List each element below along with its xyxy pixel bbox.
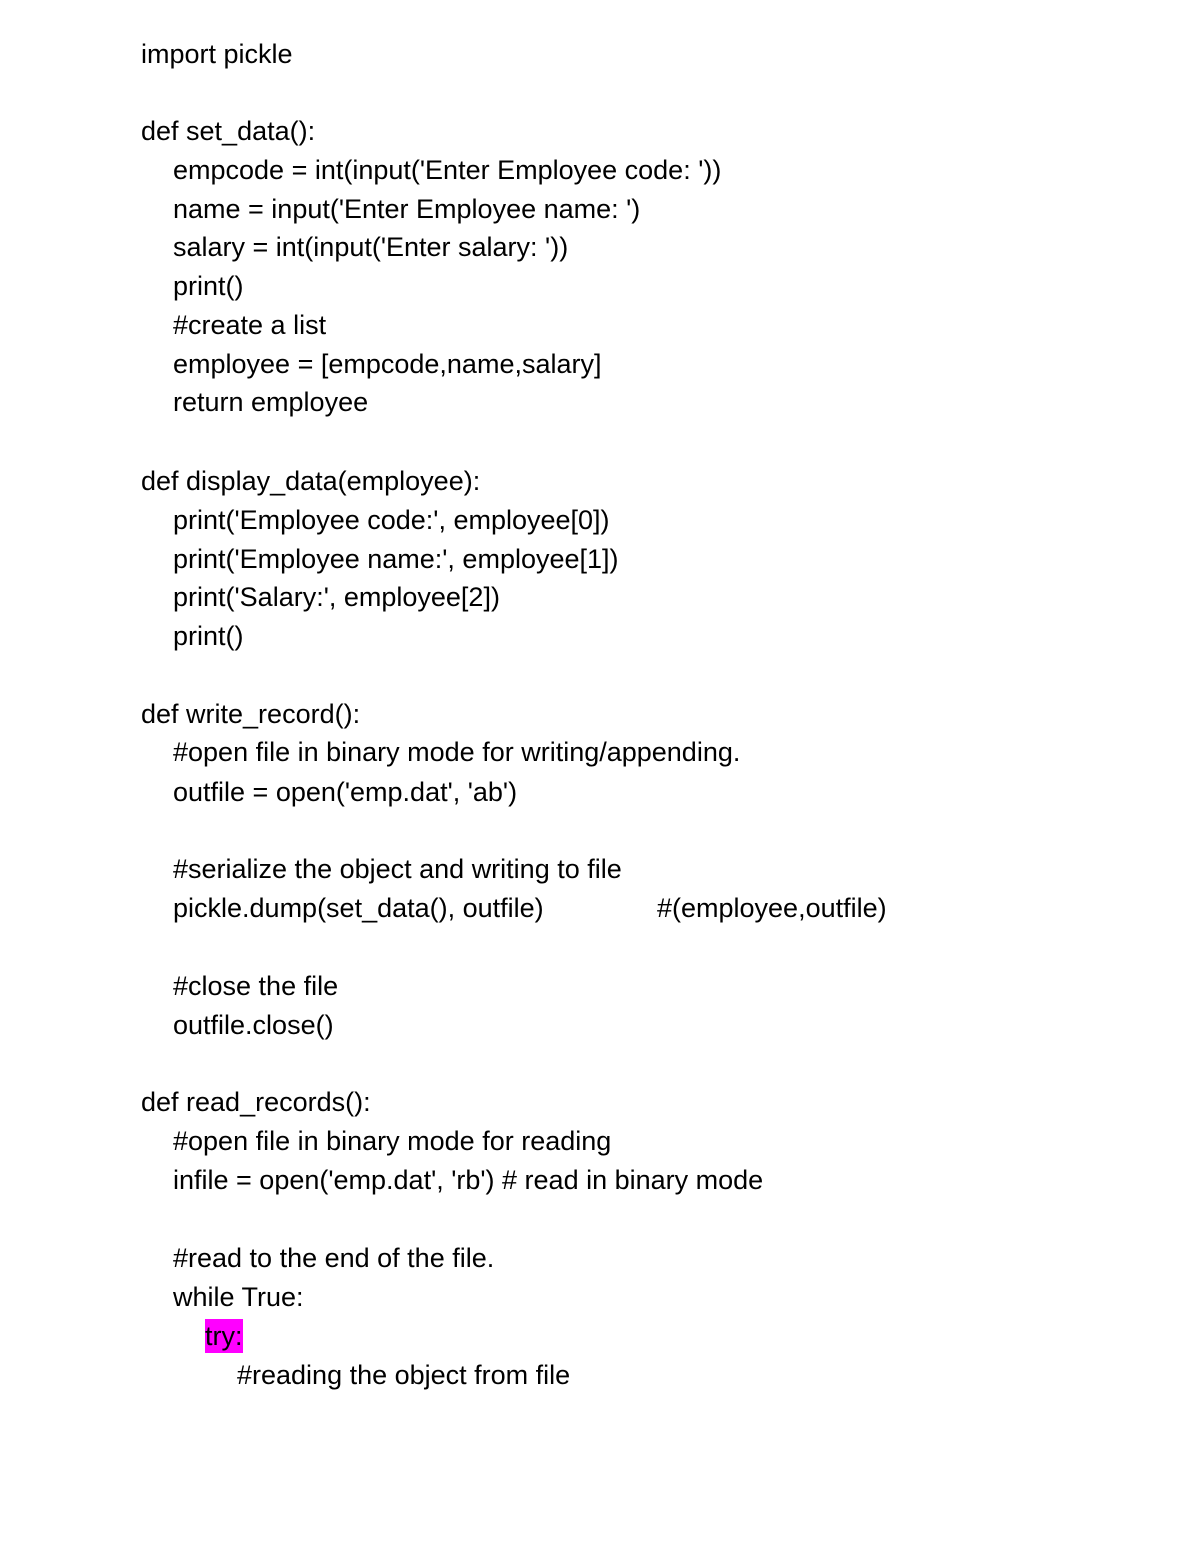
code-comment: #create a list (173, 310, 327, 340)
code-line: print() (173, 271, 244, 301)
code-comment: #open file in binary mode for writing/appending. (173, 737, 741, 767)
code-line: print('Salary:', employee[2]) (173, 582, 500, 612)
code-line: name = input('Enter Employee name: ') (173, 194, 641, 224)
code-line: def display_data(employee): (141, 466, 481, 496)
code-line: print('Employee name:', employee[1]) (173, 544, 619, 574)
code-line: outfile.close() (173, 1010, 334, 1040)
code-comment: #close the file (173, 971, 339, 1001)
code-line: import pickle (141, 39, 293, 69)
code-line: print('Employee code:', employee[0]) (173, 505, 610, 535)
code-line: while True: (173, 1282, 304, 1312)
code-comment: #read to the end of the file. (173, 1243, 495, 1273)
highlighted-try-keyword: try: (205, 1321, 243, 1351)
code-line: pickle.dump(set_data(), outfile) (173, 893, 544, 923)
code-line: print() (173, 621, 244, 651)
code-line: salary = int(input('Enter salary: ')) (173, 232, 569, 262)
code-line: def read_records(): (141, 1087, 371, 1117)
code-line: return employee (173, 387, 369, 417)
code-line: employee = [empcode,name,salary] (173, 349, 602, 379)
code-comment: #(employee,outfile) (657, 893, 887, 923)
code-line: outfile = open('emp.dat', 'ab') (173, 777, 518, 807)
code-line: def set_data(): (141, 116, 316, 146)
code-comment: #reading the object from file (237, 1360, 571, 1390)
code-line: infile = open('emp.dat', 'rb') # read in binary mode (173, 1165, 764, 1195)
code-comment: #open file in binary mode for reading (173, 1126, 612, 1156)
code-comment: #serialize the object and writing to file (173, 854, 622, 884)
code-line: def write_record(): (141, 699, 361, 729)
code-line: empcode = int(input('Enter Employee code: ')) (173, 155, 722, 185)
